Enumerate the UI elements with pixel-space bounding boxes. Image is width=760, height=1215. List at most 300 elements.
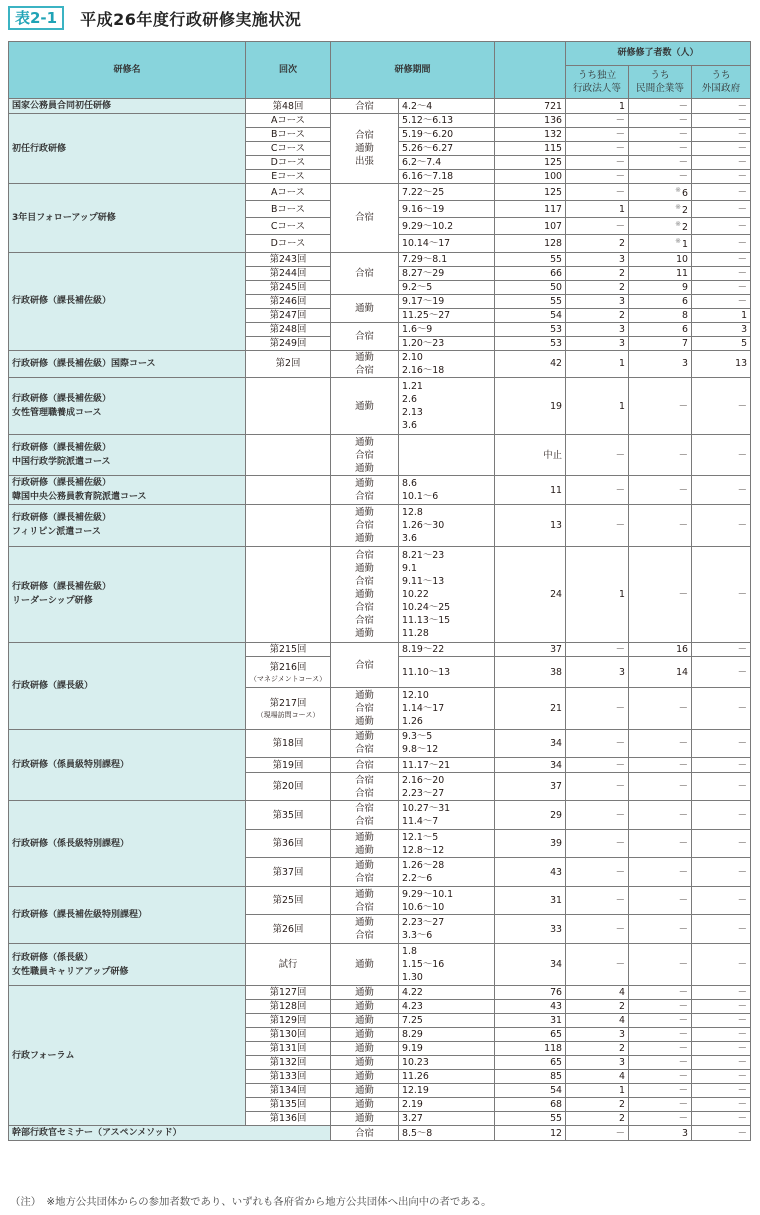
foreign-governments-count: 5 — [692, 336, 751, 350]
round: 第249回 — [246, 336, 331, 350]
training-type: 通勤 — [331, 1014, 399, 1028]
round: 第245回 — [246, 280, 331, 294]
period: 4.2～4 — [399, 99, 495, 114]
foreign-governments-count: － — [692, 252, 751, 266]
independent-agencies-count: 4 — [566, 986, 629, 1000]
course-name: 3年目フォローアップ研修 — [9, 184, 246, 253]
training-type: 合宿 通勤 合宿 通勤 合宿 合宿 通勤 — [331, 546, 399, 642]
period: 2.19 — [399, 1098, 495, 1112]
round: 第133回 — [246, 1070, 331, 1084]
course-name: 行政研修（課長級） — [9, 642, 246, 729]
round: 第243回 — [246, 252, 331, 266]
private-companies-count: ※6 — [629, 184, 692, 201]
total-count: 55 — [495, 252, 566, 266]
total-count: 136 — [495, 114, 566, 128]
period — [399, 435, 495, 476]
total-count: 43 — [495, 858, 566, 887]
training-type: 合宿 — [331, 99, 399, 114]
round: Bコース — [246, 201, 331, 218]
note-mark: ※ — [675, 186, 682, 194]
course-name: 行政研修（課長補佐級特別課程） — [9, 886, 246, 943]
total-count: 24 — [495, 546, 566, 642]
foreign-governments-count: － — [692, 688, 751, 729]
independent-agencies-count: 1 — [566, 99, 629, 114]
private-companies-count: － — [629, 114, 692, 128]
private-companies-count: － — [629, 546, 692, 642]
total-count: 34 — [495, 758, 566, 773]
independent-agencies-count: － — [566, 184, 629, 201]
independent-agencies-count: 1 — [566, 1084, 629, 1098]
course-name: 行政研修（課長補佐級） — [9, 252, 246, 350]
training-type: 通勤 — [331, 294, 399, 322]
foreign-governments-count: － — [692, 858, 751, 887]
table-number-badge: 表2-1 — [8, 6, 64, 30]
independent-agencies-count: － — [566, 128, 629, 142]
foreign-governments-count: 3 — [692, 322, 751, 336]
total-count: 132 — [495, 128, 566, 142]
training-type: 合宿 — [331, 642, 399, 688]
foreign-governments-count: － — [692, 729, 751, 758]
table-row — [9, 114, 751, 128]
total-count: 12 — [495, 1126, 566, 1141]
independent-agencies-count: － — [566, 943, 629, 985]
round: Aコース — [246, 114, 331, 128]
table-row — [9, 943, 751, 985]
independent-agencies-count: － — [566, 156, 629, 170]
training-type: 通勤 — [331, 986, 399, 1000]
training-type: 通勤 — [331, 943, 399, 985]
total-count: 50 — [495, 280, 566, 294]
course-name: 行政研修（課長補佐級） 中国行政学院派遣コース — [9, 435, 246, 476]
round: Cコース — [246, 142, 331, 156]
independent-agencies-count: 4 — [566, 1014, 629, 1028]
period: 8.5～8 — [399, 1126, 495, 1141]
foreign-governments-count: － — [692, 642, 751, 656]
training-type: 通勤 合宿 通勤 — [331, 505, 399, 546]
private-companies-count: － — [629, 801, 692, 830]
table-row — [9, 476, 751, 505]
independent-agencies-count: － — [566, 729, 629, 758]
round: Dコース — [246, 156, 331, 170]
independent-agencies-count: － — [566, 915, 629, 944]
foreign-governments-count: － — [692, 943, 751, 985]
period: 9.29～10.2 — [399, 218, 495, 235]
course-name: 行政研修（課長補佐級） リーダーシップ研修 — [9, 546, 246, 642]
table-row — [9, 801, 751, 830]
training-type: 通勤 合宿 — [331, 858, 399, 887]
foreign-governments-count: － — [692, 758, 751, 773]
round: 第132回 — [246, 1056, 331, 1070]
course-name: 行政研修（課長補佐級） 韓国中央公務員教育院派遣コース — [9, 476, 246, 505]
period: 4.23 — [399, 1000, 495, 1014]
period: 9.2～5 — [399, 280, 495, 294]
period: 10.23 — [399, 1056, 495, 1070]
total-count: 37 — [495, 772, 566, 801]
course-name: 行政研修（係員級特別課程） — [9, 729, 246, 801]
foreign-governments-count: 1 — [692, 308, 751, 322]
foreign-governments-count: － — [692, 280, 751, 294]
table-row — [9, 642, 751, 656]
round: 第217回 （現場訪問コース） — [246, 688, 331, 729]
round — [246, 505, 331, 546]
foreign-governments-count: － — [692, 114, 751, 128]
training-type: 合宿 — [331, 322, 399, 350]
independent-agencies-count: － — [566, 505, 629, 546]
period: 4.22 — [399, 986, 495, 1000]
training-type: 通勤 通勤 — [331, 829, 399, 858]
course-name: 幹部行政官セミナー（アスペンメソッド） — [9, 1126, 331, 1141]
round: 第244回 — [246, 266, 331, 280]
independent-agencies-count: － — [566, 772, 629, 801]
table-row — [9, 99, 751, 114]
foreign-governments-count: － — [692, 1112, 751, 1126]
period: 5.19～6.20 — [399, 128, 495, 142]
private-companies-count: － — [629, 915, 692, 944]
period: 2.16～20 2.23～27 — [399, 772, 495, 801]
training-type: 合宿 — [331, 758, 399, 773]
round: 試行 — [246, 943, 331, 985]
total-count: 31 — [495, 886, 566, 915]
independent-agencies-count: 2 — [566, 1098, 629, 1112]
private-companies-count: － — [629, 986, 692, 1000]
foreign-governments-count: － — [692, 772, 751, 801]
training-type: 通勤 — [331, 1098, 399, 1112]
private-companies-count: 14 — [629, 656, 692, 688]
col-private-companies: うち 民間企業等 — [629, 66, 692, 99]
period: 2.23～27 3.3～6 — [399, 915, 495, 944]
independent-agencies-count: － — [566, 142, 629, 156]
round: 第130回 — [246, 1028, 331, 1042]
private-companies-count: － — [629, 476, 692, 505]
table-row — [9, 252, 751, 266]
private-companies-count: － — [629, 128, 692, 142]
foreign-governments-count: － — [692, 829, 751, 858]
round: Eコース — [246, 170, 331, 184]
private-companies-count: － — [629, 378, 692, 435]
total-count: 68 — [495, 1098, 566, 1112]
period: 12.10 1.14～17 1.26 — [399, 688, 495, 729]
private-companies-count: － — [629, 829, 692, 858]
foreign-governments-count: － — [692, 915, 751, 944]
private-companies-count: － — [629, 858, 692, 887]
period: 12.8 1.26～30 3.6 — [399, 505, 495, 546]
round: 第36回 — [246, 829, 331, 858]
foreign-governments-count: － — [692, 235, 751, 252]
foreign-governments-count: － — [692, 505, 751, 546]
col-round: 回次 — [246, 42, 331, 99]
independent-agencies-count: － — [566, 218, 629, 235]
period: 11.25～27 — [399, 308, 495, 322]
note-mark: ※ — [675, 203, 682, 212]
course-name: 行政研修（課長補佐級） フィリピン派遣コース — [9, 505, 246, 546]
private-companies-count: － — [629, 1042, 692, 1056]
training-type: 通勤 — [331, 378, 399, 435]
independent-agencies-count: 3 — [566, 1028, 629, 1042]
independent-agencies-count: － — [566, 114, 629, 128]
total-count: 117 — [495, 201, 566, 218]
private-companies-count: － — [629, 99, 692, 114]
table-row — [9, 886, 751, 915]
total-count: 100 — [495, 170, 566, 184]
note-mark: ※ — [675, 220, 682, 229]
private-companies-count: 8 — [629, 308, 692, 322]
round — [246, 378, 331, 435]
independent-agencies-count: 1 — [566, 546, 629, 642]
total-count: 39 — [495, 829, 566, 858]
foreign-governments-count: － — [692, 1042, 751, 1056]
col-period: 研修期間 — [331, 42, 495, 99]
round: Dコース — [246, 235, 331, 252]
period: 1.20～23 — [399, 336, 495, 350]
foreign-governments-count: － — [692, 99, 751, 114]
training-type: 通勤 — [331, 1028, 399, 1042]
table-row — [9, 546, 751, 642]
foreign-governments-count: － — [692, 1070, 751, 1084]
title-bar — [8, 6, 301, 30]
foreign-governments-count: － — [692, 476, 751, 505]
independent-agencies-count: 3 — [566, 322, 629, 336]
private-companies-count: ※2 — [629, 201, 692, 218]
independent-agencies-count: 2 — [566, 266, 629, 280]
private-companies-count: － — [629, 729, 692, 758]
period: 7.29～8.1 — [399, 252, 495, 266]
round — [246, 476, 331, 505]
private-companies-count: － — [629, 1084, 692, 1098]
course-name: 国家公務員合同初任研修 — [9, 99, 246, 114]
round: 第35回 — [246, 801, 331, 830]
period: 5.12～6.13 — [399, 114, 495, 128]
training-type: 合宿 — [331, 1126, 399, 1141]
period: 2.10 2.16～18 — [399, 350, 495, 378]
total-count: 42 — [495, 350, 566, 378]
round: Bコース — [246, 128, 331, 142]
training-type: 合宿 — [331, 184, 399, 253]
independent-agencies-count: － — [566, 829, 629, 858]
round: 第247回 — [246, 308, 331, 322]
total-count: 65 — [495, 1056, 566, 1070]
course-name: 行政研修（係長級） 女性職員キャリアアップ研修 — [9, 943, 246, 985]
table-row — [9, 378, 751, 435]
independent-agencies-count: － — [566, 688, 629, 729]
round: 第129回 — [246, 1014, 331, 1028]
foreign-governments-count: － — [692, 1084, 751, 1098]
total-count: 125 — [495, 156, 566, 170]
independent-agencies-count: 3 — [566, 252, 629, 266]
foreign-governments-count: － — [692, 1098, 751, 1112]
training-type: 合宿 合宿 — [331, 801, 399, 830]
private-companies-count: ※1 — [629, 235, 692, 252]
training-type: 通勤 合宿 — [331, 915, 399, 944]
total-count: 107 — [495, 218, 566, 235]
foreign-governments-count: － — [692, 170, 751, 184]
period: 1.8 1.15～16 1.30 — [399, 943, 495, 985]
col-total — [495, 42, 566, 99]
private-companies-count: － — [629, 1070, 692, 1084]
round: 第127回 — [246, 986, 331, 1000]
period: 1.21 2.6 2.13 3.6 — [399, 378, 495, 435]
foreign-governments-count: － — [692, 1014, 751, 1028]
col-completed: 研修修了者数（人） — [566, 42, 751, 66]
foreign-governments-count: － — [692, 1126, 751, 1141]
period: 7.22～25 — [399, 184, 495, 201]
independent-agencies-count: － — [566, 642, 629, 656]
total-count: 118 — [495, 1042, 566, 1056]
table-row — [9, 1126, 751, 1141]
period: 10.14～17 — [399, 235, 495, 252]
table-row — [9, 729, 751, 758]
training-type: 通勤 合宿 — [331, 729, 399, 758]
private-companies-count: － — [629, 156, 692, 170]
private-companies-count: 3 — [629, 1126, 692, 1141]
independent-agencies-count: 1 — [566, 378, 629, 435]
total-count: 33 — [495, 915, 566, 944]
foreign-governments-count: － — [692, 201, 751, 218]
footnote: （注） ※地方公共団体からの参加者数であり、いずれも各府省から地方公共団体へ出向中の者である。 — [10, 1196, 492, 1208]
table-row — [9, 350, 751, 378]
independent-agencies-count: 2 — [566, 1112, 629, 1126]
round: 第136回 — [246, 1112, 331, 1126]
private-companies-count: 6 — [629, 294, 692, 308]
total-count: 54 — [495, 1084, 566, 1098]
training-type: 通勤 合宿 — [331, 350, 399, 378]
private-companies-count: 7 — [629, 336, 692, 350]
independent-agencies-count: － — [566, 476, 629, 505]
foreign-governments-count: － — [692, 218, 751, 235]
training-type: 合宿 合宿 — [331, 772, 399, 801]
foreign-governments-count: － — [692, 266, 751, 280]
private-companies-count: － — [629, 1014, 692, 1028]
round: 第135回 — [246, 1098, 331, 1112]
round: 第48回 — [246, 99, 331, 114]
independent-agencies-count: － — [566, 858, 629, 887]
training-type: 通勤 合宿 — [331, 886, 399, 915]
foreign-governments-count: － — [692, 546, 751, 642]
round: 第18回 — [246, 729, 331, 758]
course-name: 初任行政研修 — [9, 114, 246, 184]
col-name: 研修名 — [9, 42, 246, 99]
round: 第2回 — [246, 350, 331, 378]
table-row — [9, 435, 751, 476]
private-companies-count: － — [629, 1056, 692, 1070]
period: 12.19 — [399, 1084, 495, 1098]
total-count: 85 — [495, 1070, 566, 1084]
round: 第216回 （マネジメントコース） — [246, 656, 331, 688]
col-foreign-governments: うち 外国政府 — [692, 66, 751, 99]
total-count: 31 — [495, 1014, 566, 1028]
independent-agencies-count: － — [566, 170, 629, 184]
total-count: 65 — [495, 1028, 566, 1042]
independent-agencies-count: 3 — [566, 656, 629, 688]
total-count: 11 — [495, 476, 566, 505]
period: 11.10～13 — [399, 656, 495, 688]
independent-agencies-count: 3 — [566, 294, 629, 308]
total-count: 29 — [495, 801, 566, 830]
period: 9.29～10.1 10.6～10 — [399, 886, 495, 915]
foreign-governments-count: － — [692, 142, 751, 156]
total-count: 53 — [495, 336, 566, 350]
course-name: 行政研修（課長補佐級）国際コース — [9, 350, 246, 378]
round: Aコース — [246, 184, 331, 201]
foreign-governments-count: － — [692, 1000, 751, 1014]
period: 10.27～31 11.4～7 — [399, 801, 495, 830]
training-type: 通勤 — [331, 1000, 399, 1014]
period: 9.17～19 — [399, 294, 495, 308]
period: 3.27 — [399, 1112, 495, 1126]
note-mark: ※ — [675, 237, 682, 246]
private-companies-count: － — [629, 772, 692, 801]
training-type: 通勤 合宿 通勤 — [331, 688, 399, 729]
table-row — [9, 986, 751, 1000]
foreign-governments-count: － — [692, 986, 751, 1000]
total-count: 55 — [495, 294, 566, 308]
independent-agencies-count: － — [566, 758, 629, 773]
training-table — [8, 41, 751, 1141]
round: 第128回 — [246, 1000, 331, 1014]
foreign-governments-count: 13 — [692, 350, 751, 378]
private-companies-count: － — [629, 943, 692, 985]
training-type: 通勤 — [331, 1042, 399, 1056]
training-type: 通勤 合宿 — [331, 476, 399, 505]
foreign-governments-count: － — [692, 1056, 751, 1070]
table-row — [9, 505, 751, 546]
total-count: 13 — [495, 505, 566, 546]
training-type: 合宿 — [331, 252, 399, 294]
private-companies-count: － — [629, 142, 692, 156]
independent-agencies-count: 1 — [566, 350, 629, 378]
foreign-governments-count: － — [692, 1028, 751, 1042]
private-companies-count: － — [629, 505, 692, 546]
private-companies-count: － — [629, 1098, 692, 1112]
period: 8.21～23 9.1 9.11～13 10.22 10.24～25 11.13～15 11.28 — [399, 546, 495, 642]
round: 第248回 — [246, 322, 331, 336]
total-count: 21 — [495, 688, 566, 729]
foreign-governments-count: － — [692, 886, 751, 915]
private-companies-count: 16 — [629, 642, 692, 656]
course-name: 行政研修（係長級特別課程） — [9, 801, 246, 887]
foreign-governments-count: － — [692, 156, 751, 170]
private-companies-count: 11 — [629, 266, 692, 280]
foreign-governments-count: － — [692, 435, 751, 476]
independent-agencies-count: 2 — [566, 280, 629, 294]
total-count: 19 — [495, 378, 566, 435]
round: Cコース — [246, 218, 331, 235]
period: 6.2～7.4 — [399, 156, 495, 170]
period: 1.6～9 — [399, 322, 495, 336]
period: 9.16～19 — [399, 201, 495, 218]
independent-agencies-count: 3 — [566, 336, 629, 350]
period: 8.27～29 — [399, 266, 495, 280]
total-count: 34 — [495, 729, 566, 758]
period: 11.17～21 — [399, 758, 495, 773]
round: 第20回 — [246, 772, 331, 801]
period: 12.1～5 12.8～12 — [399, 829, 495, 858]
period: 6.16～7.18 — [399, 170, 495, 184]
round: 第246回 — [246, 294, 331, 308]
total-count: 55 — [495, 1112, 566, 1126]
total-count: 128 — [495, 235, 566, 252]
foreign-governments-count: － — [692, 378, 751, 435]
private-companies-count: 10 — [629, 252, 692, 266]
round: 第131回 — [246, 1042, 331, 1056]
private-companies-count: － — [629, 886, 692, 915]
private-companies-count: ※2 — [629, 218, 692, 235]
period: 1.26～28 2.2～6 — [399, 858, 495, 887]
private-companies-count: － — [629, 1112, 692, 1126]
round: 第25回 — [246, 886, 331, 915]
foreign-governments-count: － — [692, 294, 751, 308]
independent-agencies-count: 3 — [566, 1056, 629, 1070]
page-title: 平成26年度行政研修実施状況 — [80, 9, 302, 29]
